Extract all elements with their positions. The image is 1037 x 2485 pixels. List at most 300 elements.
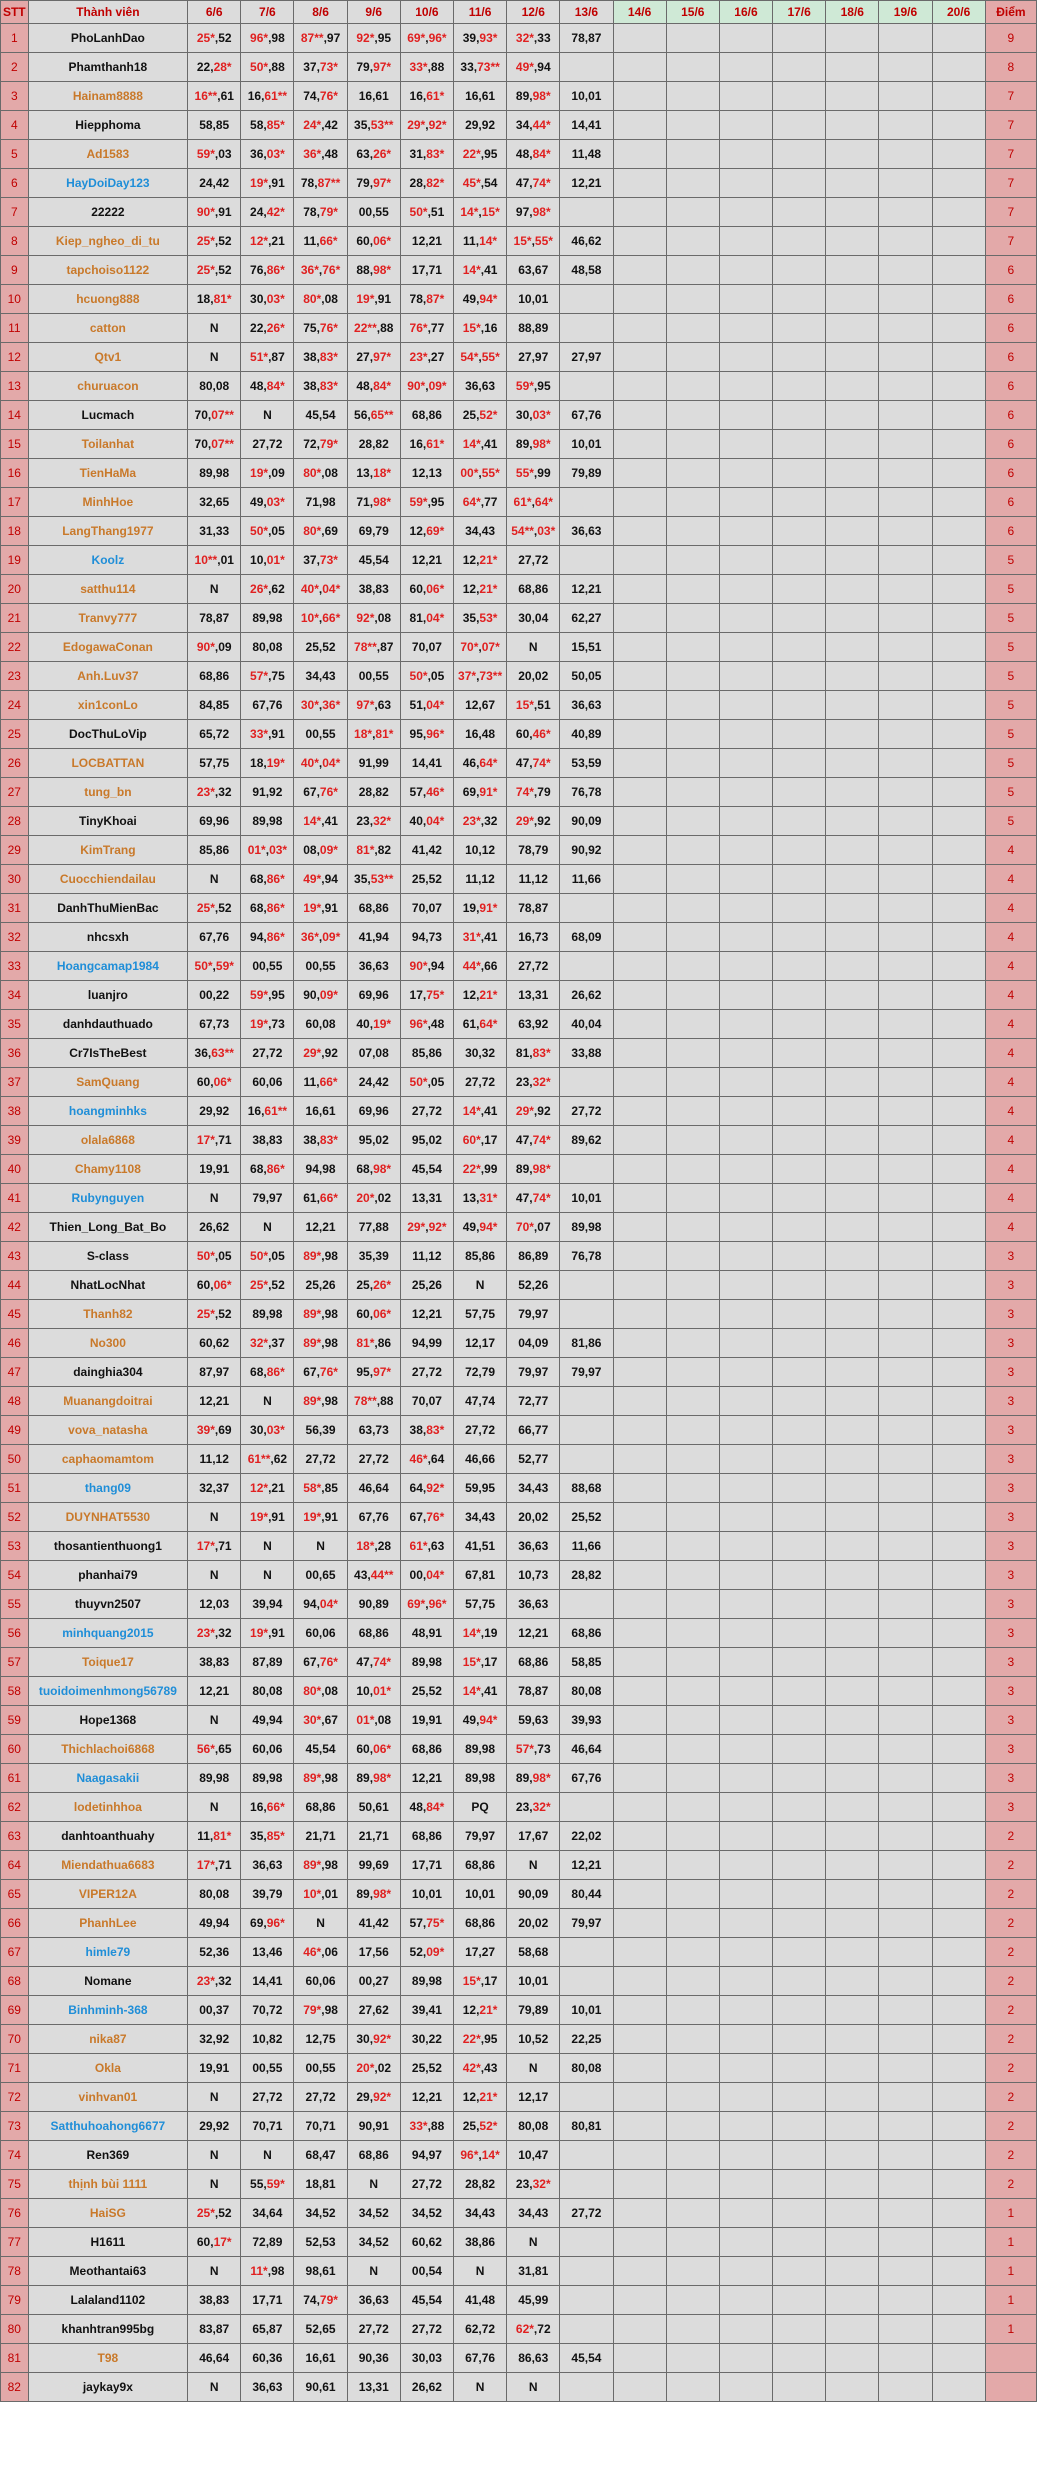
empty-cell[interactable] [719, 198, 772, 227]
empty-cell[interactable] [773, 1967, 826, 1996]
score-cell[interactable]: 60*,17 [454, 1126, 507, 1155]
empty-cell[interactable] [719, 2112, 772, 2141]
score-cell[interactable]: 69*,96* [400, 1590, 453, 1619]
score-cell[interactable]: 50*,51 [400, 198, 453, 227]
score-cell[interactable]: 18,19* [241, 749, 294, 778]
row-number[interactable]: 81 [1, 2344, 29, 2373]
score-cell[interactable]: 22*,95 [454, 2025, 507, 2054]
empty-cell[interactable] [879, 2286, 932, 2315]
empty-cell[interactable] [773, 1445, 826, 1474]
score-cell[interactable]: 17,71 [400, 1851, 453, 1880]
points-cell[interactable]: 3 [985, 1532, 1036, 1561]
empty-cell[interactable] [826, 1619, 879, 1648]
empty-cell[interactable] [826, 198, 879, 227]
score-cell[interactable]: 27,72 [560, 2199, 613, 2228]
empty-cell[interactable] [666, 227, 719, 256]
empty-cell[interactable] [613, 1561, 666, 1590]
score-cell[interactable]: 90,89 [347, 1590, 400, 1619]
empty-cell[interactable] [932, 1271, 985, 1300]
score-cell[interactable]: 21,71 [294, 1822, 347, 1851]
empty-cell[interactable] [719, 1155, 772, 1184]
score-cell[interactable]: 94,86* [241, 923, 294, 952]
score-cell[interactable]: 70,72 [241, 1996, 294, 2025]
points-cell[interactable]: 7 [985, 140, 1036, 169]
score-cell[interactable]: 37*,73** [454, 662, 507, 691]
empty-cell[interactable] [879, 923, 932, 952]
empty-cell[interactable] [666, 285, 719, 314]
empty-cell[interactable] [719, 1068, 772, 1097]
empty-cell[interactable] [773, 1329, 826, 1358]
empty-cell[interactable] [826, 1677, 879, 1706]
score-cell[interactable]: 56,39 [294, 1416, 347, 1445]
empty-cell[interactable] [666, 1706, 719, 1735]
score-cell[interactable]: 25*,52 [188, 894, 241, 923]
empty-cell[interactable] [773, 1532, 826, 1561]
score-cell[interactable]: 70,71 [241, 2112, 294, 2141]
score-cell[interactable]: 50,61 [347, 1793, 400, 1822]
score-cell[interactable]: 60,46* [507, 720, 560, 749]
score-cell[interactable]: 00,37 [188, 1996, 241, 2025]
score-cell[interactable]: 68,86 [560, 1619, 613, 1648]
score-cell[interactable] [560, 488, 613, 517]
score-cell[interactable]: 85,86 [454, 1242, 507, 1271]
empty-cell[interactable] [613, 1039, 666, 1068]
score-cell[interactable]: 80,08 [241, 633, 294, 662]
empty-cell[interactable] [773, 314, 826, 343]
empty-cell[interactable] [879, 2344, 932, 2373]
empty-cell[interactable] [773, 1938, 826, 1967]
empty-cell[interactable] [719, 1851, 772, 1880]
score-cell[interactable]: 26,62 [400, 2373, 453, 2402]
empty-cell[interactable] [773, 1039, 826, 1068]
row-number[interactable]: 1 [1, 24, 29, 53]
score-cell[interactable]: 17,67 [507, 1822, 560, 1851]
score-cell[interactable]: 90,92 [560, 836, 613, 865]
score-cell[interactable]: 88,89 [507, 314, 560, 343]
empty-cell[interactable] [666, 2199, 719, 2228]
score-cell[interactable]: 29,92 [454, 111, 507, 140]
score-cell[interactable]: 80,44 [560, 1880, 613, 1909]
empty-cell[interactable] [773, 2257, 826, 2286]
score-cell[interactable]: 10,52 [507, 2025, 560, 2054]
empty-cell[interactable] [613, 2228, 666, 2257]
score-cell[interactable]: 63,26* [347, 140, 400, 169]
empty-cell[interactable] [932, 1155, 985, 1184]
empty-cell[interactable] [613, 488, 666, 517]
score-cell[interactable]: 31,81 [507, 2257, 560, 2286]
empty-cell[interactable] [826, 1271, 879, 1300]
empty-cell[interactable] [719, 314, 772, 343]
score-cell[interactable]: N [188, 2141, 241, 2170]
empty-cell[interactable] [613, 1068, 666, 1097]
points-cell[interactable]: 5 [985, 604, 1036, 633]
empty-cell[interactable] [879, 807, 932, 836]
points-cell[interactable]: 7 [985, 227, 1036, 256]
score-cell[interactable]: N [188, 1706, 241, 1735]
empty-cell[interactable] [613, 807, 666, 836]
score-cell[interactable]: 12,21* [454, 981, 507, 1010]
score-cell[interactable]: 10,01 [560, 1996, 613, 2025]
empty-cell[interactable] [666, 1851, 719, 1880]
score-cell[interactable]: 68,86 [347, 1619, 400, 1648]
row-number[interactable]: 62 [1, 1793, 29, 1822]
score-cell[interactable]: 59*,95 [507, 372, 560, 401]
empty-cell[interactable] [826, 488, 879, 517]
score-cell[interactable]: 30,03* [241, 1416, 294, 1445]
empty-cell[interactable] [666, 720, 719, 749]
score-cell[interactable]: 16,61 [294, 1097, 347, 1126]
score-cell[interactable]: 76,78 [560, 778, 613, 807]
score-cell[interactable]: 23,32* [347, 807, 400, 836]
score-cell[interactable]: 60,17* [188, 2228, 241, 2257]
score-cell[interactable]: 23*,32 [454, 807, 507, 836]
empty-cell[interactable] [879, 1590, 932, 1619]
score-cell[interactable]: 49*,94 [294, 865, 347, 894]
member-name[interactable]: Hainam8888 [28, 82, 188, 111]
row-number[interactable]: 52 [1, 1503, 29, 1532]
empty-cell[interactable] [879, 488, 932, 517]
score-cell[interactable]: 22,02 [560, 1822, 613, 1851]
empty-cell[interactable] [666, 1416, 719, 1445]
member-name[interactable]: hoangminhks [28, 1097, 188, 1126]
empty-cell[interactable] [879, 604, 932, 633]
row-number[interactable]: 26 [1, 749, 29, 778]
score-cell[interactable]: 29,92 [188, 2112, 241, 2141]
empty-cell[interactable] [773, 285, 826, 314]
points-cell[interactable]: 3 [985, 1474, 1036, 1503]
score-cell[interactable]: 68,86 [400, 1735, 453, 1764]
score-cell[interactable]: 10,47 [507, 2141, 560, 2170]
score-cell[interactable]: 19*,91 [241, 169, 294, 198]
points-cell[interactable]: 6 [985, 488, 1036, 517]
empty-cell[interactable] [613, 1909, 666, 1938]
row-number[interactable]: 40 [1, 1155, 29, 1184]
member-name[interactable]: tuoidoimenhmong56789 [28, 1677, 188, 1706]
empty-cell[interactable] [879, 1619, 932, 1648]
empty-cell[interactable] [613, 2083, 666, 2112]
row-number[interactable]: 82 [1, 2373, 29, 2402]
score-cell[interactable]: 19*,91 [347, 285, 400, 314]
empty-cell[interactable] [879, 82, 932, 111]
empty-cell[interactable] [613, 923, 666, 952]
score-cell[interactable]: 39*,69 [188, 1416, 241, 1445]
empty-cell[interactable] [879, 1445, 932, 1474]
empty-cell[interactable] [719, 1242, 772, 1271]
empty-cell[interactable] [826, 1967, 879, 1996]
empty-cell[interactable] [773, 1010, 826, 1039]
empty-cell[interactable] [932, 1503, 985, 1532]
empty-cell[interactable] [719, 749, 772, 778]
member-name[interactable]: thang09 [28, 1474, 188, 1503]
score-cell[interactable]: 12,03 [188, 1590, 241, 1619]
empty-cell[interactable] [879, 1387, 932, 1416]
empty-cell[interactable] [666, 372, 719, 401]
points-cell[interactable]: 1 [985, 2315, 1036, 2344]
empty-cell[interactable] [879, 662, 932, 691]
score-cell[interactable]: 80,08 [188, 372, 241, 401]
score-cell[interactable]: 17,56 [347, 1938, 400, 1967]
score-cell[interactable]: 24,42 [188, 169, 241, 198]
empty-cell[interactable] [932, 517, 985, 546]
score-cell[interactable]: 85,86 [188, 836, 241, 865]
points-cell[interactable]: 6 [985, 343, 1036, 372]
empty-cell[interactable] [613, 2141, 666, 2170]
score-cell[interactable]: 11,66* [294, 227, 347, 256]
score-cell[interactable]: 34,43 [507, 2199, 560, 2228]
score-cell[interactable]: 78,79 [507, 836, 560, 865]
empty-cell[interactable] [613, 749, 666, 778]
member-name[interactable]: EdogawaConan [28, 633, 188, 662]
score-cell[interactable] [560, 1938, 613, 1967]
score-cell[interactable]: 33,88 [560, 1039, 613, 1068]
member-name[interactable]: thịnh bùi 1111 [28, 2170, 188, 2199]
empty-cell[interactable] [826, 314, 879, 343]
score-cell[interactable]: 45,54 [400, 2286, 453, 2315]
empty-cell[interactable] [613, 1329, 666, 1358]
score-cell[interactable]: 24*,42 [294, 111, 347, 140]
empty-cell[interactable] [879, 140, 932, 169]
empty-cell[interactable] [666, 952, 719, 981]
points-cell[interactable]: 2 [985, 1996, 1036, 2025]
empty-cell[interactable] [932, 1329, 985, 1358]
empty-cell[interactable] [879, 1938, 932, 1967]
empty-cell[interactable] [666, 1822, 719, 1851]
member-name[interactable]: Qtv1 [28, 343, 188, 372]
score-cell[interactable]: 34,43 [454, 1503, 507, 1532]
empty-cell[interactable] [826, 1126, 879, 1155]
row-number[interactable]: 28 [1, 807, 29, 836]
empty-cell[interactable] [719, 2054, 772, 2083]
score-cell[interactable]: 50*,05 [400, 662, 453, 691]
empty-cell[interactable] [719, 82, 772, 111]
empty-cell[interactable] [826, 1474, 879, 1503]
member-name[interactable]: satthu114 [28, 575, 188, 604]
empty-cell[interactable] [719, 1590, 772, 1619]
score-cell[interactable]: 17*,71 [188, 1532, 241, 1561]
empty-cell[interactable] [879, 430, 932, 459]
score-cell[interactable]: 60,06* [400, 575, 453, 604]
score-cell[interactable]: 22*,99 [454, 1155, 507, 1184]
score-cell[interactable]: 30,03* [507, 401, 560, 430]
score-cell[interactable]: 25,52 [400, 2054, 453, 2083]
score-cell[interactable]: 00*,55* [454, 459, 507, 488]
empty-cell[interactable] [666, 1909, 719, 1938]
score-cell[interactable]: 80,08 [241, 1677, 294, 1706]
empty-cell[interactable] [932, 1097, 985, 1126]
score-cell[interactable]: 95,97* [347, 1358, 400, 1387]
empty-cell[interactable] [932, 2083, 985, 2112]
empty-cell[interactable] [666, 981, 719, 1010]
points-cell[interactable]: 1 [985, 2286, 1036, 2315]
empty-cell[interactable] [773, 633, 826, 662]
empty-cell[interactable] [826, 1996, 879, 2025]
score-cell[interactable]: 70,71 [294, 2112, 347, 2141]
row-number[interactable]: 57 [1, 1648, 29, 1677]
empty-cell[interactable] [773, 1474, 826, 1503]
score-cell[interactable]: 12*,21 [241, 1474, 294, 1503]
score-cell[interactable]: 67,76 [560, 401, 613, 430]
row-number[interactable]: 51 [1, 1474, 29, 1503]
empty-cell[interactable] [719, 517, 772, 546]
empty-cell[interactable] [879, 1155, 932, 1184]
row-number[interactable]: 13 [1, 372, 29, 401]
points-cell[interactable]: 5 [985, 749, 1036, 778]
empty-cell[interactable] [719, 2373, 772, 2402]
empty-cell[interactable] [826, 285, 879, 314]
empty-cell[interactable] [773, 401, 826, 430]
empty-cell[interactable] [932, 285, 985, 314]
empty-cell[interactable] [826, 169, 879, 198]
empty-cell[interactable] [719, 2286, 772, 2315]
empty-cell[interactable] [719, 1996, 772, 2025]
score-cell[interactable]: 97,98* [507, 198, 560, 227]
empty-cell[interactable] [719, 691, 772, 720]
member-name[interactable]: Phamthanh18 [28, 53, 188, 82]
row-number[interactable]: 11 [1, 314, 29, 343]
empty-cell[interactable] [773, 691, 826, 720]
points-cell[interactable]: 3 [985, 1764, 1036, 1793]
empty-cell[interactable] [932, 2228, 985, 2257]
empty-cell[interactable] [826, 1880, 879, 1909]
empty-cell[interactable] [932, 923, 985, 952]
score-cell[interactable]: 45,99 [507, 2286, 560, 2315]
score-cell[interactable]: 94,04* [294, 1590, 347, 1619]
score-cell[interactable]: 10,01 [507, 285, 560, 314]
score-cell[interactable]: 27,72 [454, 1068, 507, 1097]
empty-cell[interactable] [666, 1880, 719, 1909]
score-cell[interactable]: 12,21 [188, 1677, 241, 1706]
score-cell[interactable]: 68,47 [294, 2141, 347, 2170]
score-cell[interactable]: 48,91 [400, 1619, 453, 1648]
score-cell[interactable]: 91,99 [347, 749, 400, 778]
score-cell[interactable]: 62,72 [454, 2315, 507, 2344]
empty-cell[interactable] [773, 1126, 826, 1155]
empty-cell[interactable] [879, 314, 932, 343]
empty-cell[interactable] [666, 2054, 719, 2083]
score-cell[interactable]: 89,98* [507, 1764, 560, 1793]
empty-cell[interactable] [773, 2112, 826, 2141]
empty-cell[interactable] [879, 2199, 932, 2228]
empty-cell[interactable] [879, 1764, 932, 1793]
score-cell[interactable]: 90,09 [507, 1880, 560, 1909]
column-header[interactable]: 11/6 [454, 1, 507, 24]
member-name[interactable]: jaykay9x [28, 2373, 188, 2402]
score-cell[interactable]: 18,81* [188, 285, 241, 314]
score-cell[interactable]: 48,84* [507, 140, 560, 169]
empty-cell[interactable] [932, 343, 985, 372]
score-cell[interactable]: 16,61* [400, 82, 453, 111]
points-cell[interactable]: 3 [985, 1358, 1036, 1387]
score-cell[interactable]: 36,63 [347, 2286, 400, 2315]
score-cell[interactable]: 58,85* [241, 111, 294, 140]
score-cell[interactable]: 12,21* [454, 546, 507, 575]
empty-cell[interactable] [879, 1039, 932, 1068]
score-cell[interactable]: 14*,15* [454, 198, 507, 227]
score-cell[interactable]: 39,79 [241, 1880, 294, 1909]
score-cell[interactable]: N [241, 1387, 294, 1416]
empty-cell[interactable] [879, 1242, 932, 1271]
score-cell[interactable]: 25*,52 [241, 1271, 294, 1300]
score-cell[interactable]: 46,64* [454, 749, 507, 778]
row-number[interactable]: 42 [1, 1213, 29, 1242]
score-cell[interactable]: N [188, 343, 241, 372]
empty-cell[interactable] [719, 256, 772, 285]
empty-cell[interactable] [932, 1735, 985, 1764]
score-cell[interactable]: 37,73* [294, 546, 347, 575]
empty-cell[interactable] [773, 2344, 826, 2373]
score-cell[interactable]: 57*,73 [507, 1735, 560, 1764]
empty-cell[interactable] [719, 53, 772, 82]
score-cell[interactable]: 72,77 [507, 1387, 560, 1416]
empty-cell[interactable] [932, 1590, 985, 1619]
empty-cell[interactable] [666, 82, 719, 111]
score-cell[interactable]: 89,98 [400, 1648, 453, 1677]
empty-cell[interactable] [613, 111, 666, 140]
member-name[interactable]: minhquang2015 [28, 1619, 188, 1648]
points-cell[interactable]: 9 [985, 24, 1036, 53]
empty-cell[interactable] [613, 314, 666, 343]
row-number[interactable]: 59 [1, 1706, 29, 1735]
score-cell[interactable]: 45,54 [560, 2344, 613, 2373]
empty-cell[interactable] [932, 2141, 985, 2170]
empty-cell[interactable] [879, 1126, 932, 1155]
score-cell[interactable]: 38,83* [400, 1416, 453, 1445]
score-cell[interactable]: 69,96 [188, 807, 241, 836]
score-cell[interactable]: 90,91 [347, 2112, 400, 2141]
score-cell[interactable]: 60,36 [241, 2344, 294, 2373]
score-cell[interactable]: 14*,41 [454, 1097, 507, 1126]
empty-cell[interactable] [932, 53, 985, 82]
score-cell[interactable]: 80*,69 [294, 517, 347, 546]
empty-cell[interactable] [666, 1619, 719, 1648]
empty-cell[interactable] [773, 1619, 826, 1648]
empty-cell[interactable] [932, 1793, 985, 1822]
empty-cell[interactable] [932, 401, 985, 430]
score-cell[interactable]: 23*,32 [188, 778, 241, 807]
empty-cell[interactable] [879, 1677, 932, 1706]
empty-cell[interactable] [719, 1010, 772, 1039]
empty-cell[interactable] [879, 169, 932, 198]
score-cell[interactable]: 27,97 [507, 343, 560, 372]
points-cell[interactable]: 4 [985, 923, 1036, 952]
empty-cell[interactable] [932, 1416, 985, 1445]
empty-cell[interactable] [826, 1648, 879, 1677]
empty-cell[interactable] [719, 2228, 772, 2257]
score-cell[interactable]: 12,21 [188, 1387, 241, 1416]
row-number[interactable]: 31 [1, 894, 29, 923]
score-cell[interactable]: 35,85* [241, 1822, 294, 1851]
row-number[interactable]: 15 [1, 430, 29, 459]
empty-cell[interactable] [773, 2141, 826, 2170]
column-header[interactable]: 20/6 [932, 1, 985, 24]
score-cell[interactable]: 61*,64* [507, 488, 560, 517]
empty-cell[interactable] [773, 1880, 826, 1909]
score-cell[interactable]: 19,91 [400, 1706, 453, 1735]
score-cell[interactable]: 96*,98 [241, 24, 294, 53]
score-cell[interactable]: 26,62 [560, 981, 613, 1010]
points-cell[interactable]: 2 [985, 2112, 1036, 2141]
score-cell[interactable]: 47,74* [507, 1126, 560, 1155]
member-name[interactable]: Chamy1108 [28, 1155, 188, 1184]
empty-cell[interactable] [773, 1068, 826, 1097]
score-cell[interactable]: 60,06* [347, 1300, 400, 1329]
empty-cell[interactable] [773, 1503, 826, 1532]
empty-cell[interactable] [666, 1039, 719, 1068]
member-name[interactable]: himle79 [28, 1938, 188, 1967]
empty-cell[interactable] [666, 1010, 719, 1039]
empty-cell[interactable] [773, 1677, 826, 1706]
empty-cell[interactable] [719, 140, 772, 169]
